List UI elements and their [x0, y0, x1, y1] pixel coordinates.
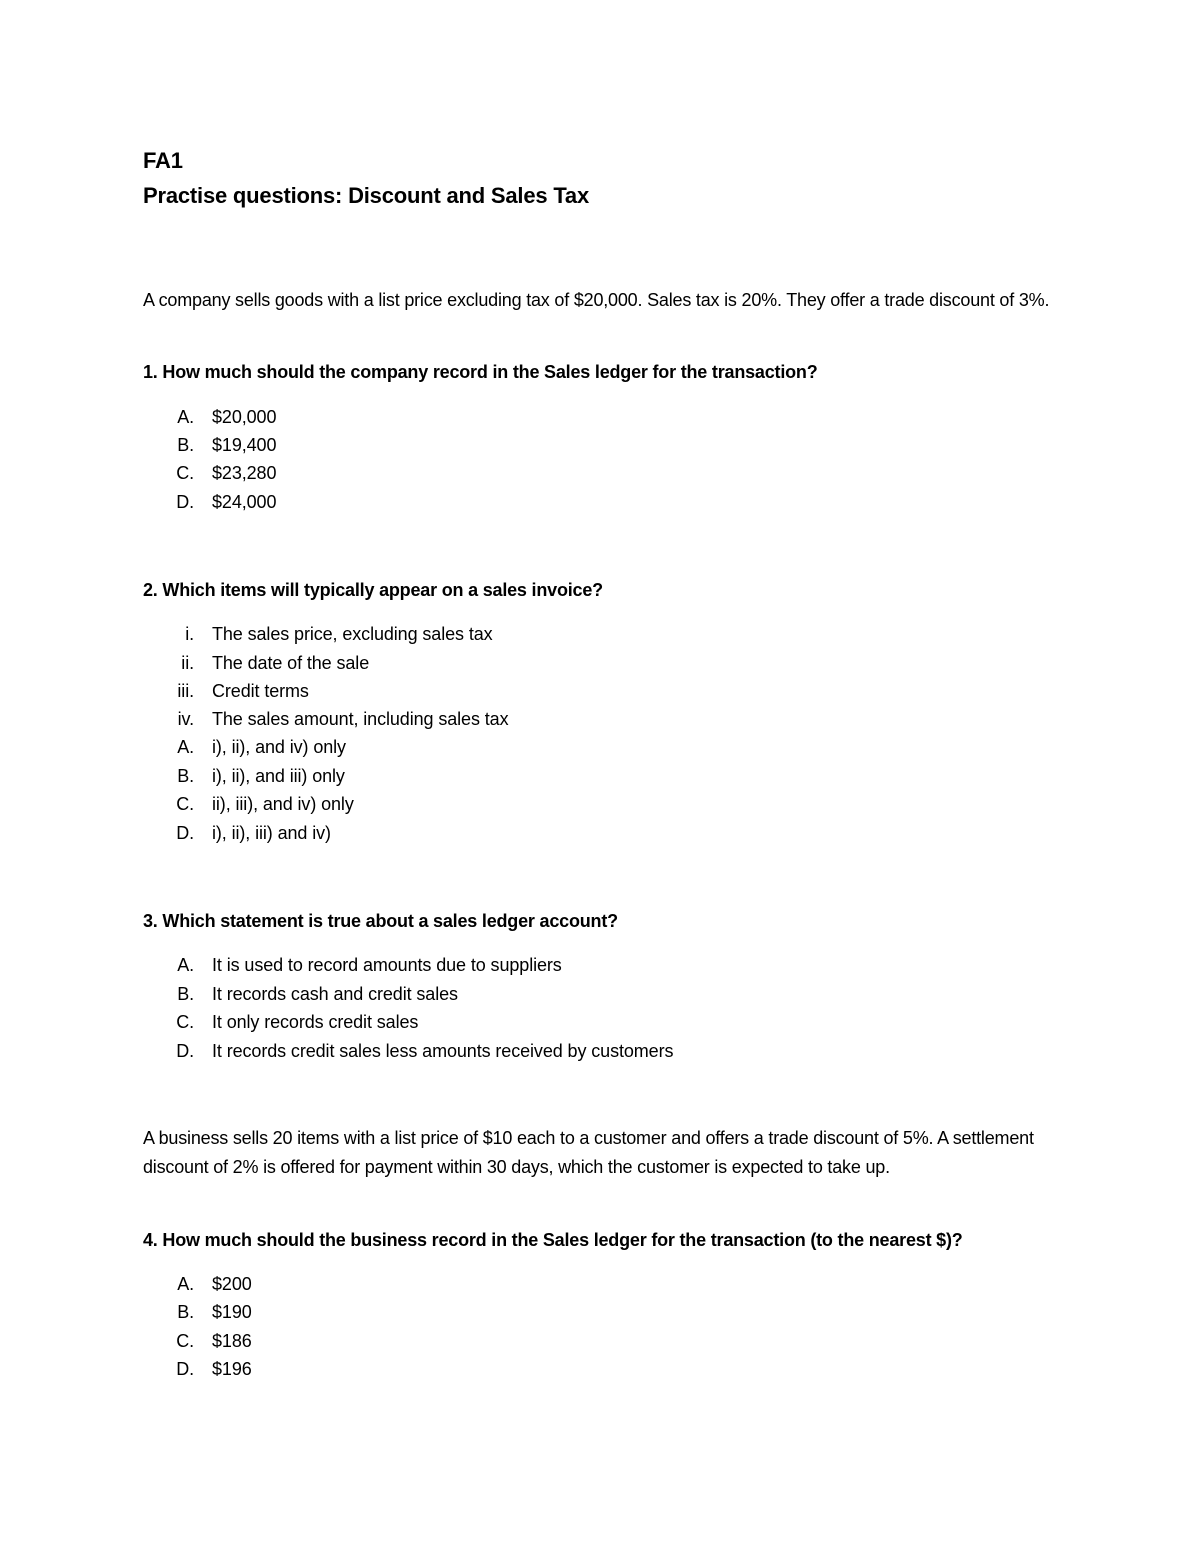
option-text: It only records credit sales [212, 1012, 419, 1032]
item-marker: i. [185, 624, 194, 644]
question-2: 2. Which items will typically appear on a sales invoice? [143, 580, 603, 600]
item-marker: ii. [181, 653, 194, 673]
option-marker: B. [177, 984, 194, 1004]
option-marker: A. [177, 737, 194, 757]
option-text: It records credit sales less amounts received by customers [212, 1041, 674, 1061]
option-text: $20,000 [212, 407, 277, 427]
option-text: $23,280 [212, 463, 277, 483]
option-text: $196 [212, 1359, 252, 1379]
option-marker: C. [176, 463, 194, 483]
item-text: The sales amount, including sales tax [212, 709, 509, 729]
question-1: 1. How much should the company record in the Sales ledger for the transaction? [143, 362, 818, 382]
option-marker: C. [176, 794, 194, 814]
option-marker: B. [177, 766, 194, 786]
course-code: FA1 [143, 148, 183, 173]
option-text: It records cash and credit sales [212, 984, 458, 1004]
option-text: $186 [212, 1331, 252, 1351]
option-marker: B. [177, 1302, 194, 1322]
item-text: Credit terms [212, 681, 309, 701]
option-text: ii), iii), and iv) only [212, 794, 354, 814]
option-marker: A. [177, 955, 194, 975]
option-marker: A. [177, 407, 194, 427]
scenario-2: A business sells 20 items with a list price of $10 each to a customer and offers a trade discount of 5%. A settlement discount of 2% is offered for payment within 30 days, which the customer is expected to take up. [143, 1128, 1034, 1177]
option-marker: D. [176, 1359, 194, 1379]
option-marker: D. [176, 823, 194, 843]
option-text: i), ii), and iv) only [212, 737, 346, 757]
option-marker: D. [176, 492, 194, 512]
option-text: $200 [212, 1274, 252, 1294]
question-4: 4. How much should the business record in the Sales ledger for the transaction (to the nearest $)? [143, 1230, 963, 1250]
option-marker: C. [176, 1331, 194, 1351]
item-text: The sales price, excluding sales tax [212, 624, 493, 644]
option-text: i), ii), iii) and iv) [212, 823, 331, 843]
option-marker: D. [176, 1041, 194, 1061]
option-text: $24,000 [212, 492, 277, 512]
option-text: $19,400 [212, 435, 277, 455]
page-title: Practise questions: Discount and Sales Tax [143, 183, 589, 208]
option-marker: A. [177, 1274, 194, 1294]
option-marker: C. [176, 1012, 194, 1032]
option-text: It is used to record amounts due to suppliers [212, 955, 562, 975]
option-text: $190 [212, 1302, 252, 1322]
item-text: The date of the sale [212, 653, 370, 673]
item-marker: iii. [177, 681, 194, 701]
item-marker: iv. [177, 709, 194, 729]
option-marker: B. [177, 435, 194, 455]
option-text: i), ii), and iii) only [212, 766, 345, 786]
scenario-1: A company sells goods with a list price excluding tax of $20,000. Sales tax is 20%. They offer a trade discount of 3%. [143, 290, 1050, 310]
question-3: 3. Which statement is true about a sales ledger account? [143, 911, 618, 931]
